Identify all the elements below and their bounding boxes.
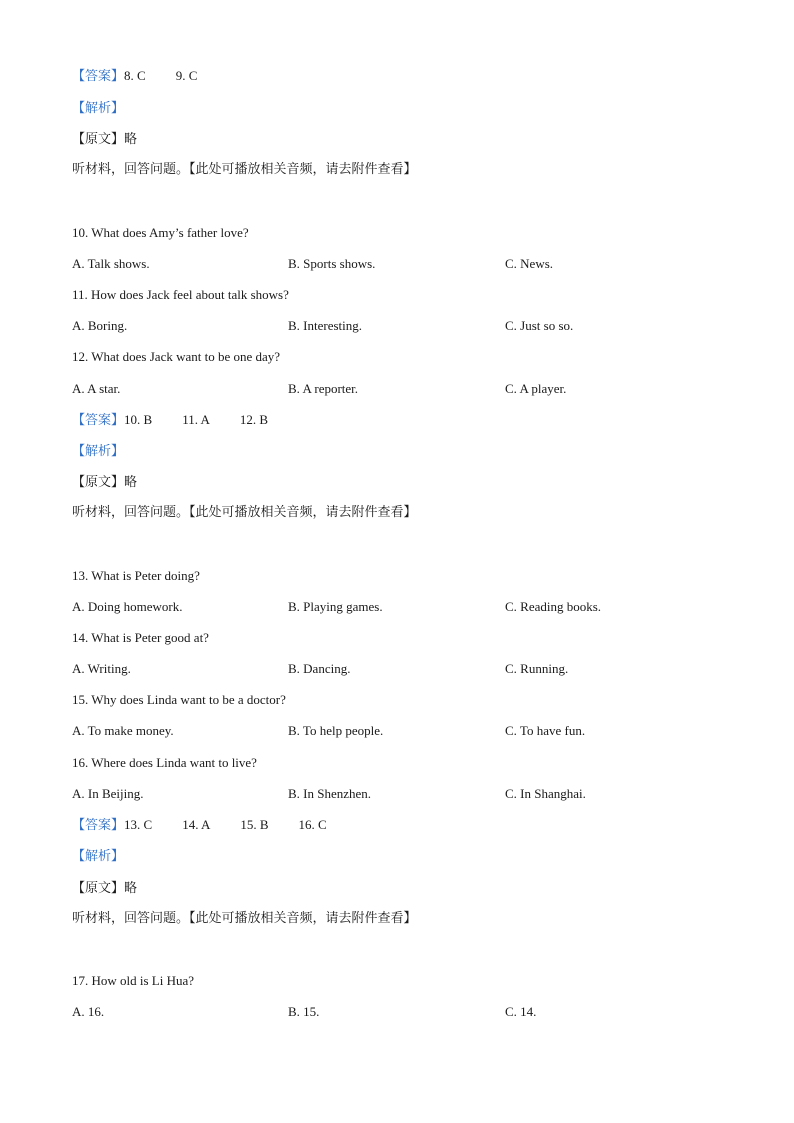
answer-item: 14. A [182,817,211,832]
answer-item: 16. C [298,817,327,832]
original-line [72,880,137,897]
analysis-tag: 【解析】 [72,444,125,459]
option-c: C. To have fun. [505,723,586,738]
option-b: B. Interesting. [288,318,363,333]
question-14: 14. What is Peter good at? [72,630,209,645]
question-11: 11. How does Jack feel about talk shows? [72,287,289,302]
answer-item: 15. B [240,817,269,832]
answer-item: 12. B [239,412,269,427]
analysis-tag: 【解析】 [72,101,125,116]
answer-tag: 【答案】 [72,818,125,833]
listening-instruction: 听材料，回答问题。【此处可播放相关音频，请去附件查看】 [72,162,417,177]
answer-item: 11. A [182,412,210,427]
original-text: 略 [124,132,138,147]
question-16: 16. Where does Linda want to live? [72,755,257,770]
option-a: A. 16. [72,1004,105,1019]
option-a: A. To make money. [72,723,174,738]
question-15: 15. Why does Linda want to be a doctor? [72,692,286,707]
original-line [72,474,137,491]
option-c: C. In Shanghai. [505,786,586,801]
answer-tag: 【答案】 [72,413,125,428]
option-c: C. Running. [505,661,569,676]
analysis-tag: 【解析】 [72,849,125,864]
answer-item: 13. C [124,817,153,832]
option-a: A. Doing homework. [72,599,183,614]
original-tag: 【原文】 [72,132,125,147]
listening-instruction: 听材料，回答问题。【此处可播放相关音频，请去附件查看】 [72,505,417,520]
question-17: 17. How old is Li Hua? [72,973,195,988]
option-c: C. A player. [505,381,567,396]
analysis-line [72,100,124,117]
option-a: A. A star. [72,381,121,396]
original-line [72,131,137,148]
option-a: A. Boring. [72,318,128,333]
answer-item: 9. C [175,68,198,83]
answer-line-10-12 [72,412,268,429]
option-c: C. Just so so. [505,318,574,333]
option-c: C. 14. [505,1004,537,1019]
option-b: B. A reporter. [288,381,359,396]
original-tag: 【原文】 [72,881,125,896]
answer-item: 8. C [124,68,146,83]
option-b: B. Sports shows. [288,256,376,271]
question-13: 13. What is Peter doing? [72,568,200,583]
question-12: 12. What does Jack want to be one day? [72,349,281,364]
option-b: B. Playing games. [288,599,383,614]
option-b: B. To help people. [288,723,384,738]
option-a: A. In Beijing. [72,786,144,801]
answer-line-13-16 [72,817,327,834]
listening-instruction: 听材料，回答问题。【此处可播放相关音频，请去附件查看】 [72,911,417,926]
option-b: B. 15. [288,1004,320,1019]
option-a: A. Writing. [72,661,131,676]
option-c: C. News. [505,256,554,271]
answer-tag: 【答案】 [72,69,125,84]
option-b: B. Dancing. [288,661,351,676]
option-b: B. In Shenzhen. [288,786,372,801]
answer-item: 10. B [124,412,153,427]
original-text: 略 [124,475,138,490]
question-10: 10. What does Amy’s father love? [72,225,249,240]
original-tag: 【原文】 [72,475,125,490]
answer-line-8-9 [72,68,197,85]
option-a: A. Talk shows. [72,256,150,271]
option-c: C. Reading books. [505,599,602,614]
analysis-line [72,848,124,865]
original-text: 略 [124,881,138,896]
analysis-line [72,443,124,460]
